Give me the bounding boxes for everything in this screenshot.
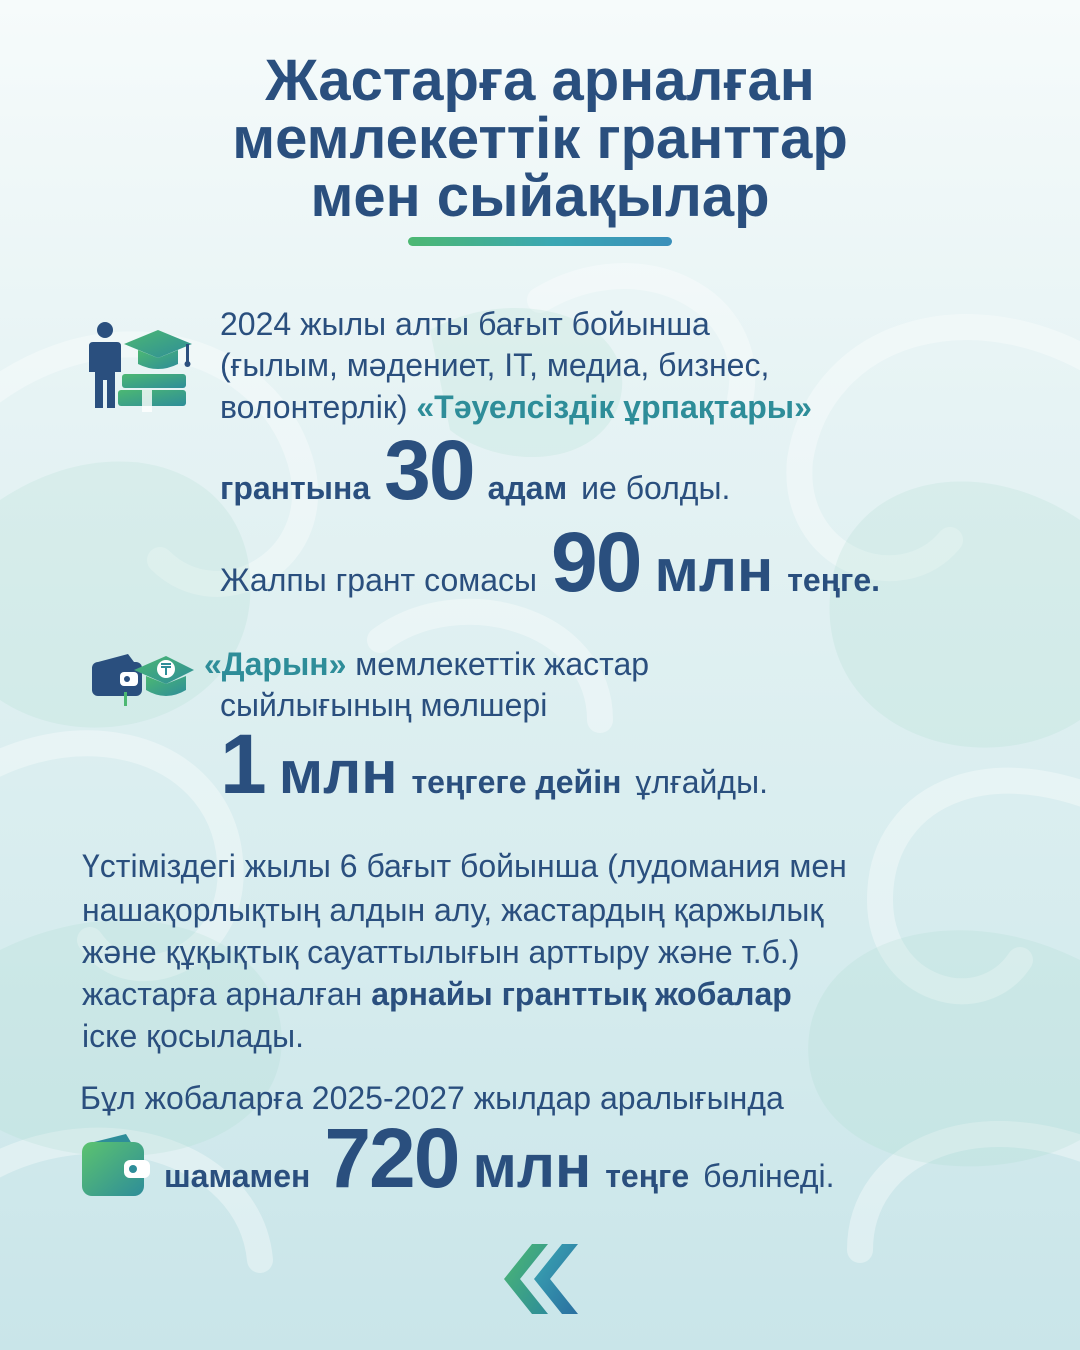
block3-line-3: және құқықтық сауаттылығын арттыру және т.б.)	[82, 934, 800, 970]
block2-line-2: сыйлығының мөлшері	[220, 687, 548, 723]
student-graduation-icon	[88, 320, 192, 412]
title-line-2: мемлекеттік гранттар	[232, 106, 848, 171]
award-amount-unit: млн	[278, 739, 398, 806]
title-underline	[408, 237, 672, 246]
block1-row-recipients	[220, 423, 731, 517]
block4-line-2-bold: шамамен	[164, 1158, 311, 1194]
block2-line-3-bold: теңгеге дейін	[411, 764, 622, 800]
project-amount-number: 720	[324, 1111, 459, 1205]
block3-line-4	[82, 975, 792, 1013]
block3-line-4-prefix: жастарға арналған	[82, 976, 363, 1012]
block2-row-amount	[220, 717, 768, 811]
block4-row-amount	[164, 1111, 835, 1205]
block1-line-5-suffix: теңге.	[787, 562, 881, 598]
grant-amount-unit: млн	[654, 537, 774, 604]
block1-line-1: 2024 жылы алты бағыт бойынша	[220, 306, 710, 342]
block2-line-1	[204, 645, 649, 683]
recipients-unit: адам	[487, 470, 568, 506]
grant-amount-number: 90	[551, 515, 641, 609]
wallet-tenge-cap-icon	[90, 648, 194, 708]
block3-line-5: іске қосылады.	[82, 1018, 304, 1054]
block2-line-3-suffix: ұлғайды.	[635, 764, 768, 800]
grant-name: «Тәуелсіздік ұрпақтары»	[416, 389, 812, 425]
block1-row-amount	[220, 515, 881, 609]
special-grant-projects: арнайы гранттық жобалар	[371, 976, 792, 1012]
block3-line-2: нашақорлықтың алдын алу, жастардың қаржылық	[82, 892, 824, 928]
block2-line-1-suffix: мемлекеттік жастар	[355, 646, 650, 682]
award-amount-number: 1	[220, 717, 265, 811]
wallet-icon	[80, 1134, 152, 1198]
block1-line-3	[220, 388, 812, 426]
block1-line-2: (ғылым, мәдениет, IT, медиа, бизнес,	[220, 347, 770, 383]
double-chevron-logo-icon	[498, 1244, 584, 1314]
recipients-number: 30	[384, 423, 474, 517]
block1-line-5-prefix: Жалпы грант сомасы	[220, 562, 538, 598]
block4-line-1: Бұл жобаларға 2025-2027 жылдар аралығында	[80, 1080, 784, 1116]
page-title	[0, 48, 1080, 229]
title-line-3: мен сыйақылар	[310, 164, 770, 229]
title-line-1: Жастарға арналған	[265, 48, 815, 113]
block1-line-4-prefix: грантына	[220, 470, 371, 506]
block3-line-1: Үстіміздегі жылы 6 бағыт бойынша (лудомания мен	[82, 848, 847, 884]
block1-line-4-suffix: ие болды.	[581, 470, 731, 506]
block4-line-2-suffix: бөлінеді.	[703, 1158, 835, 1194]
block1-line-3-prefix: волонтерлік)	[220, 389, 408, 425]
award-name: «Дарын»	[204, 646, 347, 682]
project-amount-unit: млн	[472, 1133, 592, 1200]
block4-line-2-bold2: теңге	[605, 1158, 690, 1194]
